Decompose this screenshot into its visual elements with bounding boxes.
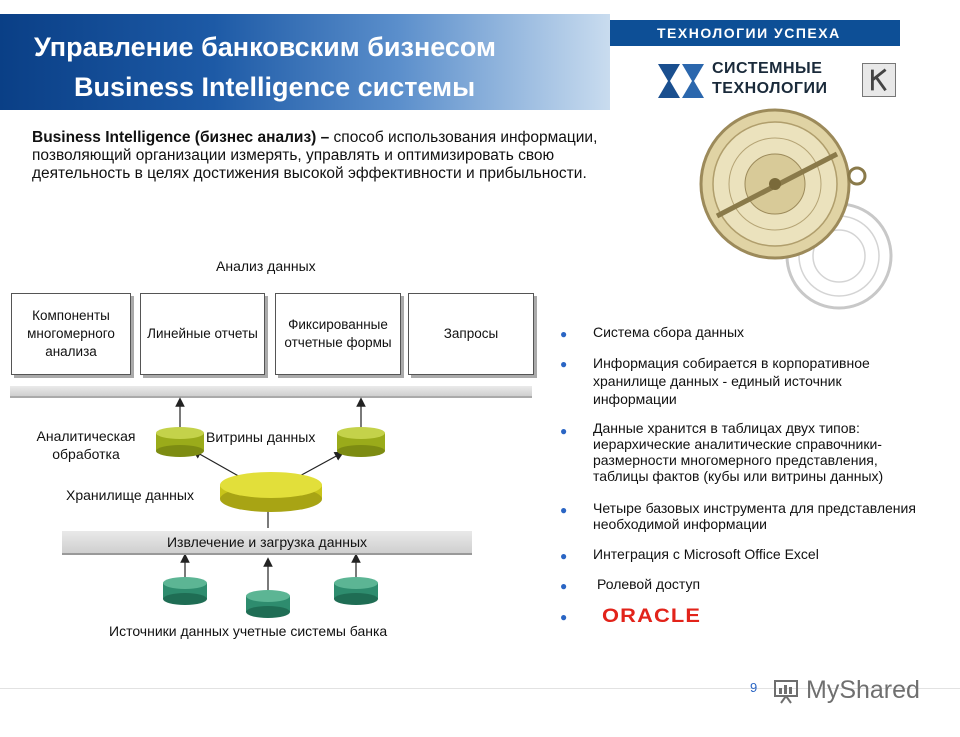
bullet-dot-5: ●: [560, 549, 568, 563]
bullet-dot-4: ●: [560, 503, 568, 517]
data-source-1: [163, 577, 207, 605]
astrolabe-illustration: [697, 106, 895, 312]
secondary-logo-icon: [862, 63, 896, 97]
bullet-item-6: Ролевой доступ: [597, 576, 701, 592]
bullet-item-4: Четыре базовых инструмента для представления необходимой информации: [593, 500, 916, 532]
bullet-item-3: Данные хранится в таблицах двух типов: иерархические аналитические справочники-размерности многомерного представления, таблицы фактов (кубы или витрины данных): [593, 420, 884, 484]
tagline: ТЕХНОЛОГИИ УСПЕХА: [657, 25, 841, 41]
analysis-label: Анализ данных: [216, 258, 316, 274]
bullet-dot-6: ●: [560, 579, 568, 593]
data-source-3: [334, 577, 378, 605]
company-logo-icon: [656, 60, 706, 102]
data-marts-label: Витрины данных: [206, 429, 316, 445]
bullet-dot-3: ●: [560, 424, 568, 438]
data-mart-right: [337, 427, 385, 457]
bullet-item-2: Информация собирается в корпоративное хранилище данных - единый источник информации: [593, 355, 870, 407]
bullet-dot-1: ●: [560, 327, 568, 341]
analytic-processing-label: Аналитическая обработка: [36, 428, 136, 462]
page-number: 9: [750, 680, 758, 695]
bullet-item-5: Интеграция с Microsoft Office Excel: [593, 546, 819, 562]
box-queries: Запросы: [408, 293, 534, 375]
logo-text-line2: ТЕХНОЛОГИИ: [712, 80, 828, 97]
intro-term: Business Intelligence (бизнес анализ) –: [32, 129, 330, 146]
data-flow-diagram: [0, 380, 540, 640]
extract-load-label: Извлечение и загрузка данных: [166, 534, 368, 550]
box-linear-reports: Линейные отчеты: [140, 293, 265, 375]
sources-label: Источники данных учетные системы банка: [109, 623, 388, 639]
oracle-logo: ORACLE: [602, 606, 702, 627]
warehouse-label: Хранилище данных: [66, 487, 194, 503]
box-fixed-report-forms: Фиксированные отчетные формы: [275, 293, 401, 375]
bullet-dot-2: ●: [560, 357, 568, 371]
data-source-2: [246, 590, 290, 618]
intro-definition: способ использования информации, позволяющий организации измерять, управлять и оптимизировать свою деятельность в целях достижения высокой эффективности и прибыльности.: [32, 129, 598, 182]
logo-text-line1: СИСТЕМНЫЕ: [712, 60, 823, 77]
bullet-item-1: Система сбора данных: [593, 324, 745, 340]
slide-title-line1: Управление банковским бизнесом: [34, 32, 497, 62]
bullet-dot-7: ●: [560, 610, 568, 624]
box-olap-components: Компоненты многомерного анализа: [11, 293, 131, 375]
data-mart-left: [156, 427, 204, 457]
intro-paragraph: [32, 129, 612, 183]
slide-title-line2: Business Intelligence системы: [74, 72, 476, 102]
data-warehouse: [220, 472, 322, 512]
watermark: MyShared: [806, 676, 920, 704]
presentation-icon: [772, 676, 800, 704]
